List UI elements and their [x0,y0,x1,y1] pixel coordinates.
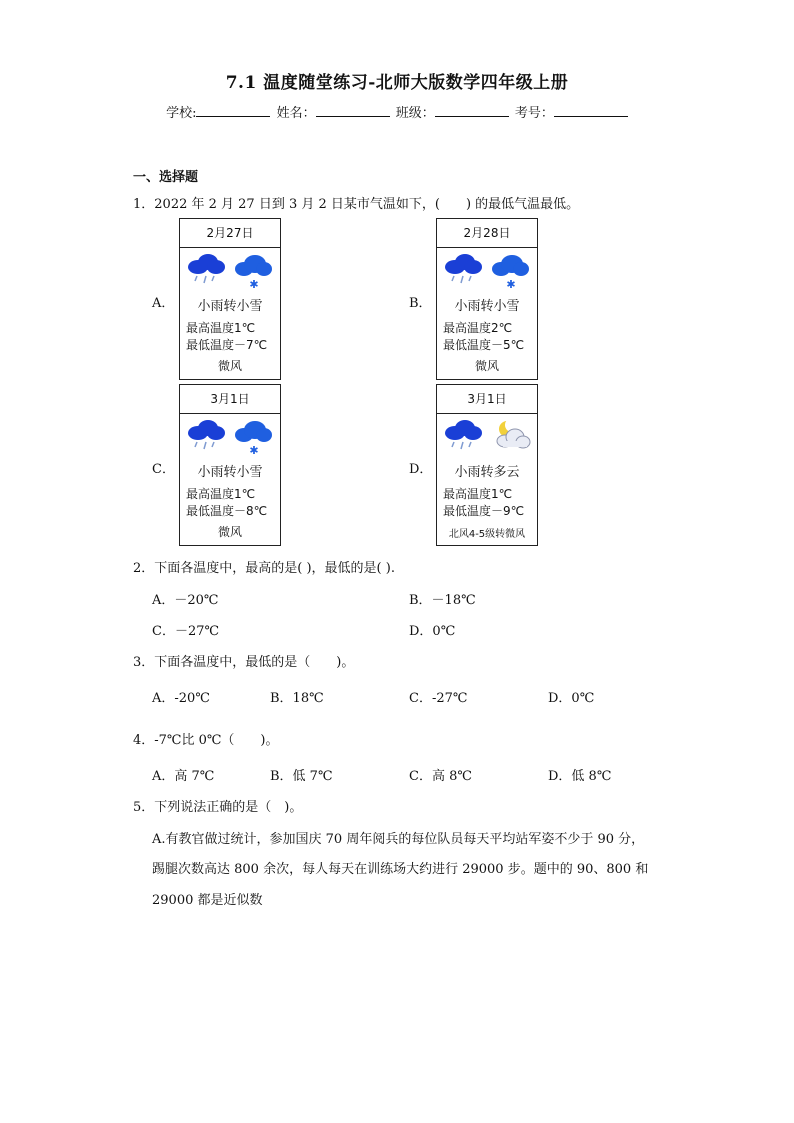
student-info-line [0,102,794,121]
q4-option-c[interactable]: C．高 8℃ [409,769,472,784]
card-date: 3月1日 [180,385,280,414]
card-condition: 小雨转小雪 [197,465,263,480]
class-blank[interactable] [435,104,509,117]
q1-option-d-card [436,384,538,546]
question-1-text: 1．2022 年 2 月 27 日到 3 月 2 日某市气温如下，( ) 的最低气温最低。 [133,197,580,212]
q2-option-a[interactable]: A．－20℃ [152,593,219,608]
number-blank[interactable] [554,104,628,117]
snow-cloud-icon [492,255,529,291]
q2-option-c[interactable]: C．－27℃ [152,624,220,639]
q1-option-d-letter: D． [409,462,433,477]
moon-cloud-icon [497,419,530,448]
q4-option-b[interactable]: B．低 7℃ [270,769,333,784]
rain-cloud-icon [188,420,225,449]
rain-cloud-icon [445,420,482,449]
q3-option-c[interactable]: C．-27℃ [409,691,468,706]
page-title: 7.1 温度随堂练习-北师大版数学四年级上册 [225,73,569,93]
card-high-temp: 最高温度2℃ [443,321,513,335]
q1-option-a-letter: A． [152,296,175,311]
q2-option-d[interactable]: D．0℃ [409,624,456,639]
q4-option-d[interactable]: D．低 8℃ [548,769,612,784]
q4-option-a[interactable]: A．高 7℃ [152,769,215,784]
q3-option-b[interactable]: B．18℃ [270,691,324,706]
number-label: 考号： [514,106,554,121]
card-low-temp: 最低温度－8℃ [186,504,268,518]
q1-option-a-card [179,218,281,380]
name-blank[interactable] [316,104,390,117]
card-date: 2月28日 [437,219,537,248]
card-low-temp: 最低温度－9℃ [443,504,525,518]
class-label: 班级： [395,106,435,121]
snow-cloud-icon [235,255,272,291]
snow-cloud-icon [235,421,272,457]
name-label: 姓名： [276,106,316,121]
card-high-temp: 最高温度1℃ [186,487,256,501]
weather-icons [186,419,276,459]
svg-text:✱: ✱ [249,444,259,457]
q5-option-a-line-1: A.有教官做过统计，参加国庆 70 周年阅兵的每位队员每天平均站军姿不少于 90 分， [152,832,645,847]
card-low-temp: 最低温度－7℃ [186,338,268,352]
card-condition: 小雨转多云 [454,465,520,480]
card-low-temp: 最低温度－5℃ [443,338,525,352]
question-2-text: 2．下面各温度中，最高的是( )，最低的是( ). [133,561,395,576]
question-5-text: 5．下列说法正确的是（ )。 [133,800,303,815]
card-date: 2月27日 [180,219,280,248]
weather-icons [443,253,533,293]
rain-cloud-icon [445,254,482,283]
q5-option-a-line-3: 29000 都是近似数 [152,893,263,908]
q3-option-a[interactable]: A．-20℃ [152,691,210,706]
section-heading: 一、选择题 [133,170,199,185]
rain-cloud-icon [188,254,225,283]
card-high-temp: 最高温度1℃ [186,321,256,335]
card-wind: 微风 [217,525,242,539]
q3-option-d[interactable]: D．0℃ [548,691,595,706]
card-condition: 小雨转小雪 [197,299,263,314]
q1-option-b-card [436,218,538,380]
svg-text:✱: ✱ [249,278,259,291]
q2-option-b[interactable]: B．－18℃ [409,593,476,608]
card-high-temp: 最高温度1℃ [443,487,513,501]
card-condition: 小雨转小雪 [454,299,520,314]
question-3-text: 3．下面各温度中，最低的是（ )。 [133,655,355,670]
card-wind: 微风 [474,359,499,373]
school-blank[interactable] [196,104,270,117]
weather-icons [186,253,276,293]
q5-option-a-line-2: 踢腿次数高达 800 余次，每人每天在训练场大约进行 29000 步。题中的 90、800 和 [152,862,649,877]
card-date: 3月1日 [437,385,537,414]
weather-icons [443,419,533,459]
svg-text:✱: ✱ [506,278,516,291]
school-label: 学校: [166,106,197,121]
q1-option-c-card [179,384,281,546]
q1-option-c-letter: C． [152,462,175,477]
card-wind: 微风 [217,359,242,373]
q1-option-b-letter: B． [409,296,432,311]
card-wind: 北风4-5级转微风 [448,529,526,540]
question-4-text: 4．-7℃比 0℃（ )。 [133,733,279,748]
